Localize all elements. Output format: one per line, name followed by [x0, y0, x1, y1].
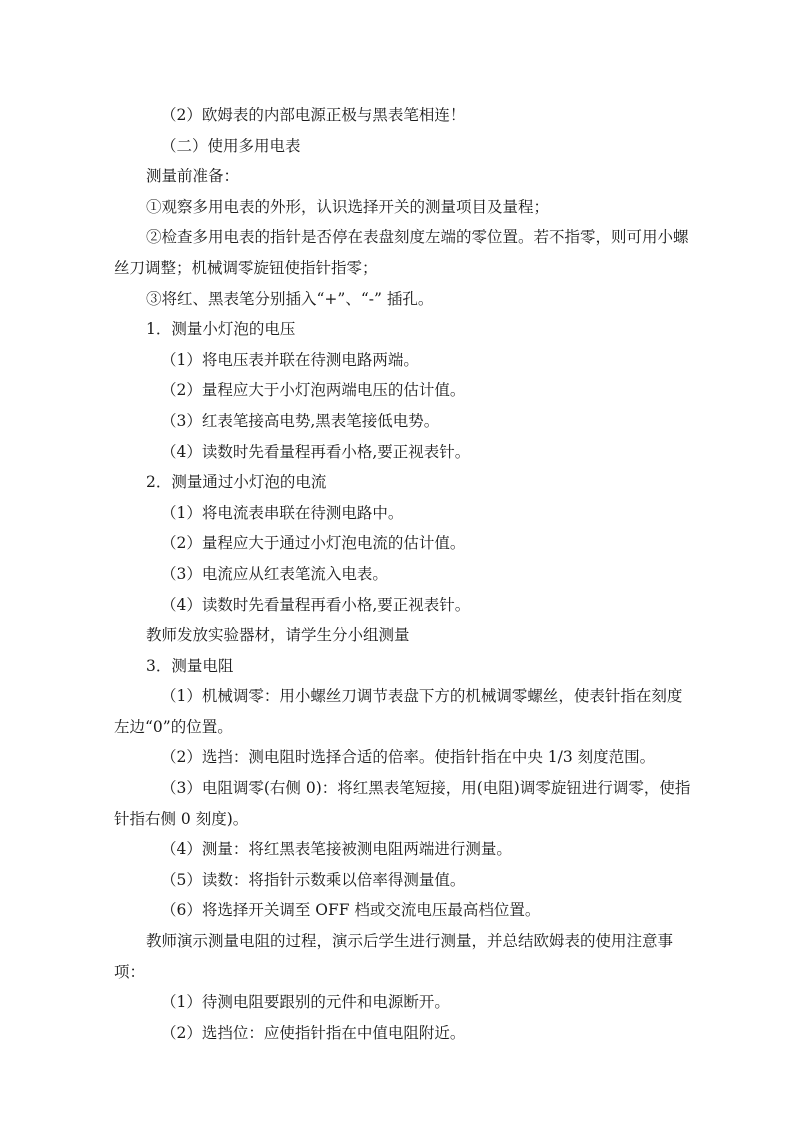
paragraph-prep-step-3: ③将红、黑表笔分别插入“+”、“-” 插孔。 — [146, 289, 434, 308]
paragraph-prep-step-2: ②检查多用电表的指针是否停在表盘刻度左端的零位置。若不指零，则可用小螺丝刀调整；机械调零旋钮使指针指零； — [114, 228, 689, 277]
paragraph-teacher-distributes: 教师发放实验器材，请学生分小组测量 — [146, 626, 410, 645]
paragraph-caution-1: （1）待测电阻要跟别的元件和电源断开。 — [161, 993, 450, 1012]
paragraph-current-step-1: （1）将电流表串联在待测电路中。 — [161, 503, 404, 522]
heading-measure-current: 2．测量通过小灯泡的电流 — [146, 473, 327, 492]
paragraph-resistance-step-3: （3）电阻调零(右侧 0)：将红黑表笔短接，用(电阻)调零旋钮进行调零，使指针指右侧 0 刻度)。 — [114, 779, 691, 828]
paragraph-resistance-step-6: （6）将选择开关调至 OFF 档或交流电压最高档位置。 — [161, 901, 541, 920]
paragraph-preparation-heading: 测量前准备： — [146, 167, 240, 186]
paragraph-current-step-4: （4）读数时先看量程再看小格,要正视表针。 — [161, 595, 471, 614]
heading-measure-resistance: 3．测量电阻 — [146, 656, 234, 675]
paragraph-current-step-3: （3）电流应从红表笔流入电表。 — [161, 564, 388, 583]
section-heading-use-multimeter: （二）使用多用电表 — [161, 136, 301, 155]
paragraph-prep-step-1: ①观察多用电表的外形，认识选择开关的测量项目及量程； — [146, 197, 550, 216]
paragraph-voltage-step-1: （1）将电压表并联在待测电路两端。 — [161, 350, 419, 369]
document-body — [114, 100, 692, 1048]
paragraph-resistance-step-4: （4）测量：将红黑表笔接被测电阻两端进行测量。 — [161, 840, 512, 859]
paragraph-voltage-step-4: （4）读数时先看量程再看小格,要正视表针。 — [161, 442, 471, 461]
paragraph-ohmmeter-polarity: （2）欧姆表的内部电源正极与黑表笔相连！ — [161, 106, 466, 124]
paragraph-resistance-step-1: （1）机械调零：用小螺丝刀调节表盘下方的机械调零螺丝，使表针指在刻度左边“0”的位置。 — [114, 687, 683, 736]
paragraph-current-step-2: （2）量程应大于通过小灯泡电流的估计值。 — [161, 534, 466, 553]
paragraph-voltage-step-2: （2）量程应大于小灯泡两端电压的估计值。 — [161, 381, 466, 400]
paragraph-teacher-demonstrates: 教师演示测量电阻的过程，演示后学生进行测量，并总结欧姆表的使用注意事项： — [114, 932, 674, 981]
paragraph-caution-2: （2）选挡位：应使指针指在中值电阻附近。 — [161, 1023, 466, 1042]
paragraph-resistance-step-5: （5）读数：将指针示数乘以倍率得测量值。 — [161, 870, 466, 889]
heading-measure-voltage: 1．测量小灯泡的电压 — [146, 320, 296, 339]
paragraph-resistance-step-2: （2）选挡：测电阻时选择合适的倍率。使指针指在中央 1/3 刻度范围。 — [161, 748, 656, 767]
paragraph-voltage-step-3: （3）红表笔接高电势,黑表笔接低电势。 — [161, 411, 440, 430]
